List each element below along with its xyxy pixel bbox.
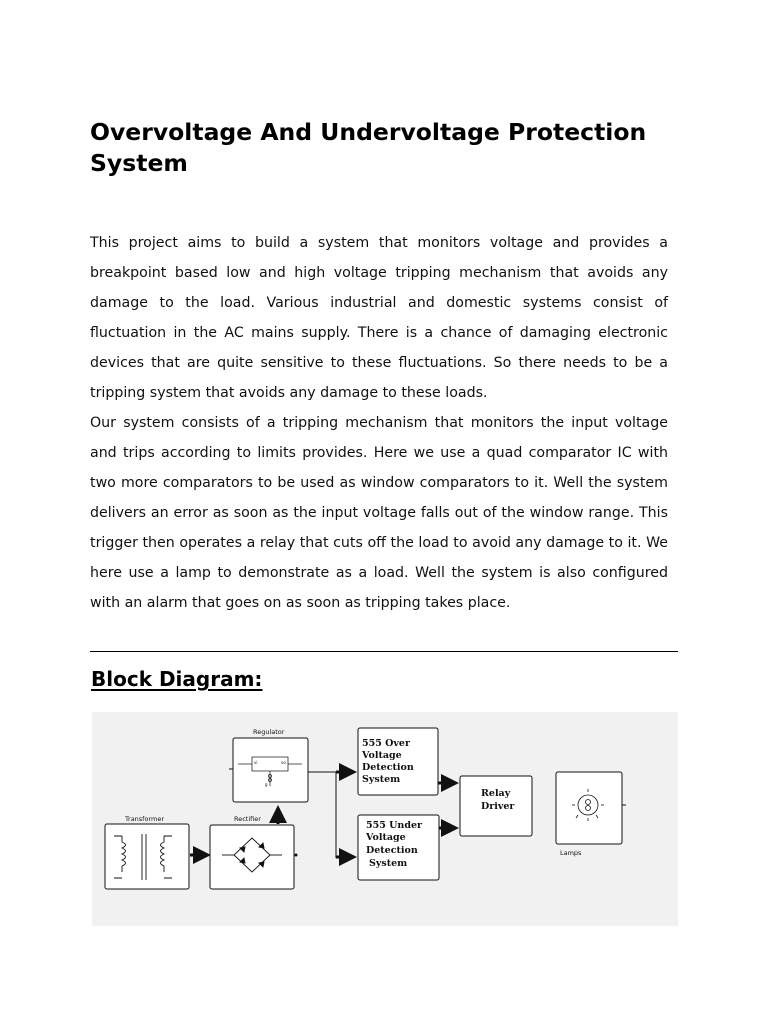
document-body [90,228,668,618]
lamps-label: Lamps [560,849,582,857]
horizontal-divider [90,651,678,652]
section-heading-block-diagram: Block Diagram: [91,667,263,691]
paragraph-system: Our system consists of a tripping mechanism that monitors the input voltage and trips according to limits provides. Here we use a quad comparator IC with two more comparators to be used as window comparators to it. Well the system delivers an error as soon as the input voltage falls out of the window range. This trigger then operates a relay that cuts off the load to avoid any damage to it. We here use a lamp to demonstrate as a load. Well the system is also configured with an alarm that goes on as soon as tripping takes place. [90,415,668,611]
over-detection-line-1: 555 Over [362,738,410,749]
over-detection-line-4: System [362,774,401,785]
regulator-block [233,738,308,802]
over-detection-line-2: Voltage [362,750,402,761]
rectifier-block [210,825,294,889]
regulator-pin-in: vi [254,760,258,765]
under-detection-line-4: System [369,858,408,869]
rectifier-label: Rectifier [234,815,261,823]
regulator-label: Regulator [253,728,285,736]
rectifier-output-node [295,854,298,857]
transformer-label: Transformer [125,815,165,823]
relay-driver-line-2: Driver [481,801,515,812]
document-title: Overvoltage And Undervoltage Protection System [90,118,647,177]
block-diagram-svg [92,712,678,926]
transformer-block [105,824,189,889]
regulator-pin-out: vo [281,760,286,765]
under-detection-line-3: Detection [366,845,418,856]
block-diagram [92,712,678,926]
regulator-pin-gnd: g [265,782,268,787]
under-detection-line-2: Voltage [366,832,406,843]
lamps-block [556,772,622,844]
under-detection-line-1: 555 Under [366,820,423,831]
over-detection-line-3: Detection [362,762,414,773]
relay-driver-line-1: Relay [481,788,511,799]
paragraph-intro: This project aims to build a system that monitors voltage and provides a breakpoint based low and high voltage tripping mechanism that avoids any damage to the load. Various industrial and domestic systems consist of fluctuation in the AC mains supply. There is a chance of damaging electronic devices that are quite sensitive to these fluctuations. So there needs to be a tripping system that avoids any damage to these loads. [90,235,668,401]
